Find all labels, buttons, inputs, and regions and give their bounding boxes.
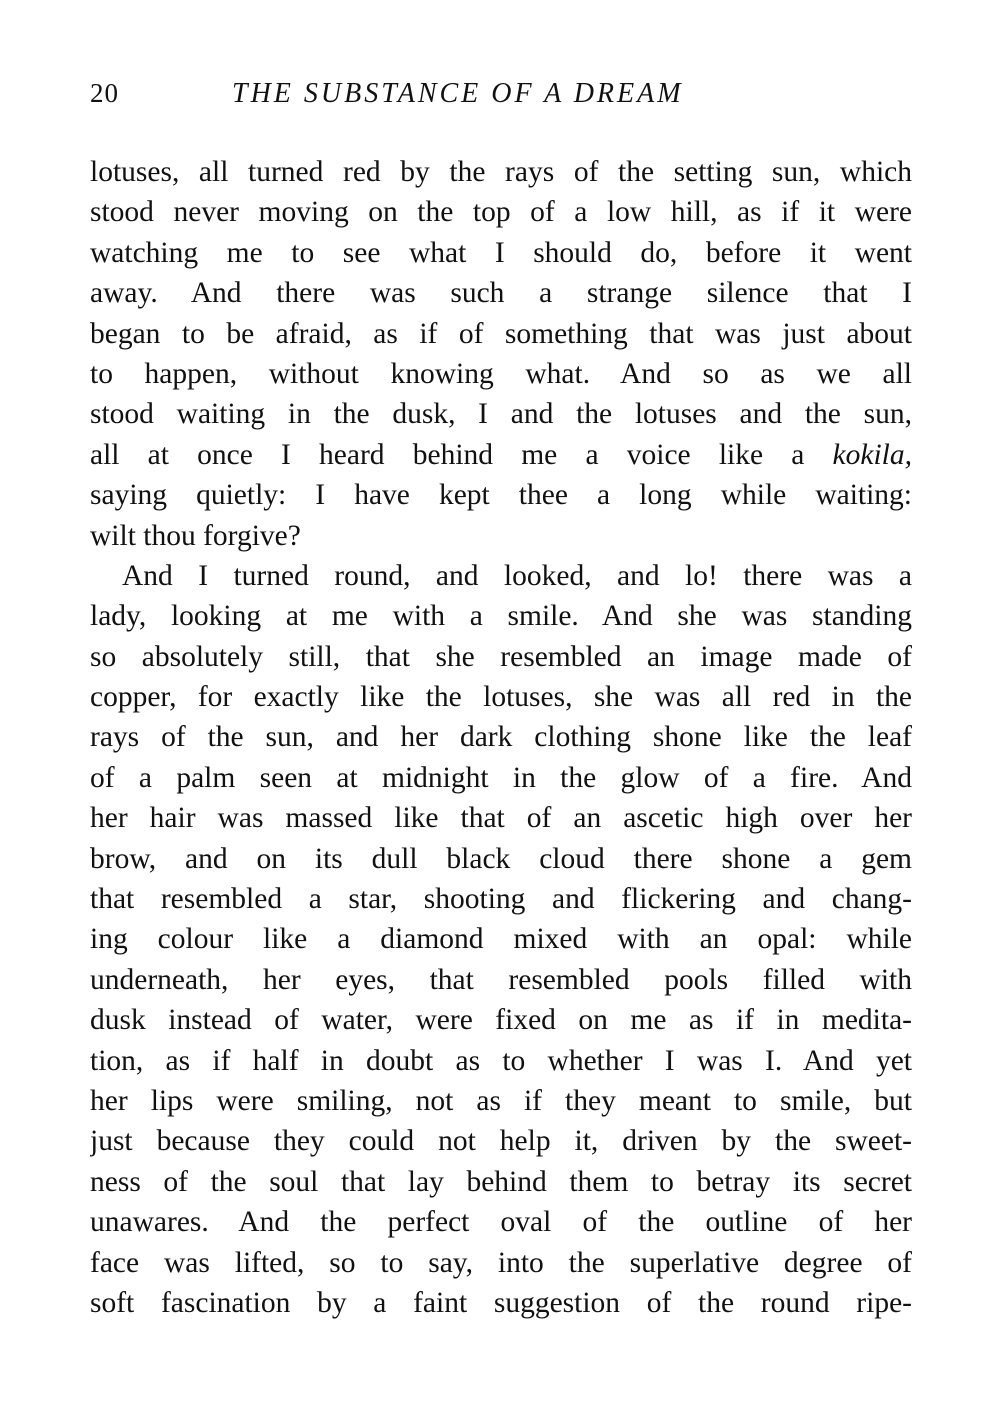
italic-word: kokila, — [832, 438, 912, 471]
text-line: ness of the soul that lay behind them to betray its secret — [90, 1165, 912, 1198]
text-line: copper, for exactly like the lotuses, she was all red in the — [90, 681, 912, 714]
text-line: stood waiting in the dusk, I and the lotuses and the sun, — [90, 398, 912, 431]
text-line: brow, and on its dull black cloud there shone a gem — [90, 842, 912, 875]
text-line: so absolutely still, that she resembled an image made of — [90, 640, 912, 673]
text-line: rays of the sun, and her dark clothing shone like the leaf — [90, 721, 912, 754]
text-line: dusk instead of water, were fixed on me as if in medita- — [90, 1004, 912, 1037]
text-line: wilt thou forgive? — [90, 519, 301, 552]
text-line: just because they could not help it, driven by the sweet- — [90, 1125, 912, 1158]
text-line: underneath, her eyes, that resembled pools filled with — [90, 963, 912, 996]
running-title: THE SUBSTANCE OF A DREAM — [232, 78, 684, 109]
text-line: that resembled a star, shooting and flickering and chang- — [90, 883, 912, 916]
text-line: away. And there was such a strange silence that I — [90, 277, 912, 310]
text-line-with-italic — [90, 435, 912, 475]
text-line: tion, as if half in doubt as to whether I was I. And yet — [90, 1044, 912, 1077]
text-line-part: all at once I heard behind me a voice like a — [90, 438, 805, 471]
text-line: began to be afraid, as if of something that was just about — [90, 317, 912, 350]
text-line: of a palm seen at midnight in the glow of a fire. And — [90, 761, 912, 794]
text-line: face was lifted, so to say, into the superlative degree of — [90, 1246, 912, 1279]
text-line: her hair was massed like that of an ascetic high over her — [90, 802, 912, 835]
text-line: saying quietly: I have kept thee a long while waiting: — [90, 479, 912, 512]
paragraph-start-line: And I turned round, and looked, and lo! there was a — [122, 559, 912, 592]
text-line: ing colour like a diamond mixed with an opal: while — [90, 923, 912, 956]
text-line: watching me to see what I should do, before it went — [90, 236, 912, 269]
text-line: lotuses, all turned red by the rays of the setting sun, which — [90, 156, 912, 188]
text-line: unawares. And the perfect oval of the outline of her — [90, 1206, 912, 1239]
text-line: lady, looking at me with a smile. And she was standing — [90, 600, 912, 633]
text-line: her lips were smiling, not as if they meant to smile, but — [90, 1084, 912, 1117]
body-text — [90, 152, 912, 1323]
text-line: to happen, without knowing what. And so as we all — [90, 357, 912, 390]
text-line: stood never moving on the top of a low hill, as if it were — [90, 196, 912, 229]
page-header — [90, 78, 912, 118]
page-number: 20 — [90, 78, 119, 108]
text-line: soft fascination by a faint suggestion of the round ripe- — [90, 1286, 912, 1319]
